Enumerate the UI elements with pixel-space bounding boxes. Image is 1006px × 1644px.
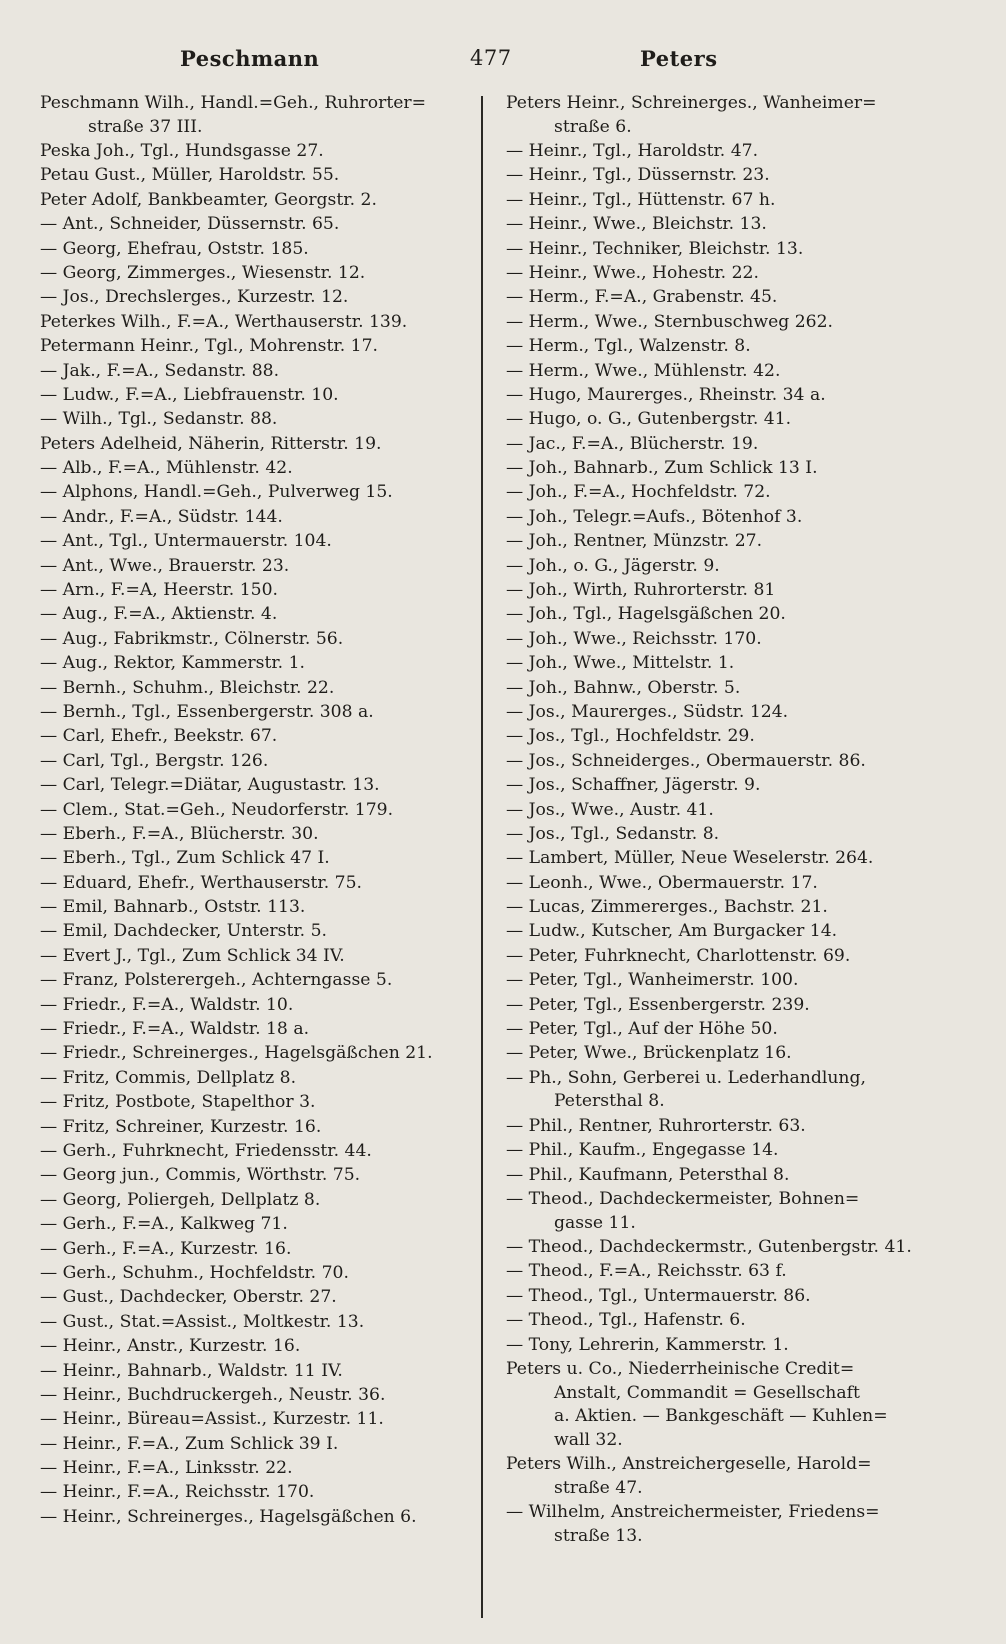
directory-entry: [40, 1457, 472, 1481]
directory-entry: [40, 774, 472, 798]
directory-entry: [40, 945, 472, 969]
directory-entry: [40, 481, 472, 505]
directory-entry: [40, 847, 472, 871]
entry-line: — Georg, Ehefrau, Oststr. 185.: [40, 238, 309, 259]
entry-line: — Heinr., Anstr., Kurzestr. 16.: [40, 1336, 301, 1357]
directory-entry: [506, 433, 946, 457]
entry-continuation-line: straße 37 III.: [88, 116, 203, 137]
entry-line: — Jac., F.=A., Blücherstr. 19.: [506, 433, 759, 454]
directory-entry: [40, 1360, 472, 1384]
directory-entry: [506, 847, 946, 871]
directory-entry: [40, 1335, 472, 1359]
directory-entry: [40, 530, 472, 554]
directory-entry: [40, 994, 472, 1018]
entry-continuation-line: Petersthal 8.: [554, 1091, 665, 1112]
entry-line: — Heinr., Bahnarb., Waldstr. 11 IV.: [40, 1360, 343, 1381]
entry-line: — Tony, Lehrerin, Kammerstr. 1.: [506, 1334, 789, 1355]
directory-entry: [40, 920, 472, 944]
entry-continuation-line: straße 6.: [554, 116, 632, 137]
directory-entry: [506, 360, 946, 384]
directory-entry: [506, 555, 946, 579]
entry-line: — Leonh., Wwe., Obermauerstr. 17.: [506, 872, 818, 893]
entry-line: — Joh., o. G., Jägerstr. 9.: [506, 555, 720, 576]
directory-entry: [40, 238, 472, 262]
entry-line: Peska Joh., Tgl., Hundsgasse 27.: [40, 140, 324, 161]
entry-line: — Theod., Tgl., Untermauerstr. 86.: [506, 1285, 811, 1306]
directory-entry: [40, 823, 472, 847]
entry-line: — Wilh., Tgl., Sedanstr. 88.: [40, 409, 278, 430]
column-divider: [481, 96, 483, 1618]
entry-line: — Evert J., Tgl., Zum Schlick 34 IV.: [40, 945, 345, 966]
entry-line: — Joh., Wwe., Reichsstr. 170.: [506, 628, 762, 649]
entry-line: — Gerh., Fuhrknecht, Friedensstr. 44.: [40, 1141, 372, 1161]
directory-entry: [40, 872, 472, 896]
entry-continuation-line: Anstalt, Commandit = Gesellschaft: [554, 1382, 860, 1403]
entry-line: — Phil., Kaufmann, Petersthal 8.: [506, 1164, 790, 1185]
entry-line: — Eduard, Ehefr., Werthauserstr. 75.: [40, 872, 362, 893]
entry-line: — Lucas, Zimmererges., Bachstr. 21.: [506, 897, 828, 918]
entry-line: — Wilhelm, Anstreichermeister, Friedens=: [506, 1502, 880, 1523]
directory-entry: [506, 1309, 946, 1333]
entry-line: — Gerh., F.=A., Kalkweg 71.: [40, 1214, 288, 1235]
directory-entry: [40, 896, 472, 920]
entry-line: — Jak., F.=A., Sedanstr. 88.: [40, 360, 280, 381]
entry-continuation-line: straße 13.: [554, 1525, 643, 1546]
directory-entry: [40, 164, 472, 188]
entry-continuation-line: gasse 11.: [554, 1212, 636, 1233]
directory-entry: [506, 1139, 946, 1163]
entry-line: — Heinr., Techniker, Bleichstr. 13.: [506, 238, 804, 259]
directory-entry: [506, 92, 946, 139]
directory-entry: [40, 1067, 472, 1091]
directory-entry: [506, 994, 946, 1018]
directory-entry: [506, 677, 946, 701]
directory-entry: [40, 262, 472, 286]
directory-entry: [506, 1358, 946, 1452]
header-left-keyword: Peschmann: [180, 46, 320, 71]
entry-line: Peterkes Wilh., F.=A., Werthauserstr. 139.: [40, 311, 408, 332]
entry-line: — Peter, Tgl., Essenbergerstr. 239.: [506, 994, 810, 1015]
entry-line: — Herm., F.=A., Grabenstr. 45.: [506, 287, 778, 308]
directory-entry: [506, 506, 946, 530]
right-column: [506, 92, 946, 1549]
directory-entry: [506, 408, 946, 432]
directory-entry: [506, 189, 946, 213]
directory-entry: [506, 213, 946, 237]
directory-entry: [506, 774, 946, 798]
entry-line: — Joh., Tgl., Hagelsgäßchen 20.: [506, 604, 786, 625]
directory-entry: [506, 1164, 946, 1188]
directory-entry: [506, 262, 946, 286]
entry-line: — Peter, Tgl., Wanheimerstr. 100.: [506, 970, 799, 991]
directory-entry: [506, 945, 946, 969]
directory-entry: [40, 677, 472, 701]
entry-line: — Bernh., Tgl., Essenbergerstr. 308 a.: [40, 701, 374, 722]
entry-line: — Heinr., Wwe., Bleichstr. 13.: [506, 214, 767, 235]
entry-line: — Fritz, Postbote, Stapelthor 3.: [40, 1092, 316, 1113]
directory-entry: [506, 920, 946, 944]
entry-line: — Peter, Wwe., Brückenplatz 16.: [506, 1043, 792, 1064]
entry-line: — Heinr., Tgl., Haroldstr. 47.: [506, 140, 759, 161]
entry-line: — Alb., F.=A., Mühlenstr. 42.: [40, 458, 293, 479]
directory-entry: [506, 872, 946, 896]
entry-continuation-line: wall 32.: [554, 1429, 623, 1450]
directory-entry: [40, 1091, 472, 1115]
directory-entry: [506, 823, 946, 847]
entry-line: — Friedr., Schreinerges., Hagelsgäßchen 21.: [40, 1043, 433, 1064]
directory-entry: [40, 1189, 472, 1213]
entry-line: — Herm., Wwe., Mühlenstr. 42.: [506, 360, 781, 381]
directory-entry: [40, 433, 472, 457]
entry-line: — Ant., Tgl., Untermauerstr. 104.: [40, 531, 332, 552]
directory-entry: [506, 603, 946, 627]
entry-line: — Hugo, o. G., Gutenbergstr. 41.: [506, 409, 792, 430]
entry-line: — Heinr., F.=A., Reichsstr. 170.: [40, 1482, 315, 1503]
directory-entry: [40, 457, 472, 481]
entry-line: — Jos., Maurerges., Südstr. 124.: [506, 701, 789, 722]
page-header: [0, 46, 1006, 80]
directory-entry: [506, 652, 946, 676]
entry-line: — Friedr., F.=A., Waldstr. 10.: [40, 994, 294, 1015]
entry-line: — Carl, Tgl., Bergstr. 126.: [40, 750, 269, 771]
entry-line: — Theod., Dachdeckermstr., Gutenbergstr. 41.: [506, 1236, 912, 1257]
entry-line: — Heinr., F.=A., Zum Schlick 39 I.: [40, 1433, 339, 1454]
directory-entry: [40, 725, 472, 749]
header-right-keyword: Peters: [640, 46, 718, 71]
entry-line: — Eberh., Tgl., Zum Schlick 47 I.: [40, 848, 330, 869]
directory-entry: [40, 1433, 472, 1457]
directory-entry: [40, 335, 472, 359]
directory-entry: [40, 506, 472, 530]
directory-entry: [506, 457, 946, 481]
entry-line: — Heinr., Büreau=Assist., Kurzestr. 11.: [40, 1409, 384, 1430]
directory-entry: [40, 628, 472, 652]
entry-line: — Theod., F.=A., Reichsstr. 63 f.: [506, 1261, 787, 1282]
directory-entry: [40, 1481, 472, 1505]
directory-entry: [506, 1018, 946, 1042]
entry-line: — Jos., Schneiderges., Obermauerstr. 86.: [506, 750, 866, 771]
entry-line: — Heinr., F.=A., Linksstr. 22.: [40, 1458, 293, 1479]
directory-entry: [506, 311, 946, 335]
entry-line: — Ant., Schneider, Düssernstr. 65.: [40, 214, 340, 235]
directory-entry: [506, 238, 946, 262]
entry-line: — Jos., Wwe., Austr. 41.: [506, 799, 714, 820]
entry-line: — Alphons, Handl.=Geh., Pulverweg 15.: [40, 482, 393, 503]
directory-entry: [506, 530, 946, 554]
entry-line: — Andr., F.=A., Südstr. 144.: [40, 506, 283, 527]
directory-entry: [506, 799, 946, 823]
directory-entry: [506, 969, 946, 993]
entry-line: — Jos., Schaffner, Jägerstr. 9.: [506, 775, 761, 796]
directory-entry: [40, 1408, 472, 1432]
directory-entry: [40, 286, 472, 310]
directory-entry: [40, 1116, 472, 1140]
entry-line: Peters Adelheid, Näherin, Ritterstr. 19.: [40, 433, 382, 454]
directory-entry: [40, 579, 472, 603]
directory-entry: [506, 896, 946, 920]
entry-line: — Heinr., Schreinerges., Hagelsgäßchen 6.: [40, 1506, 417, 1527]
directory-entry: [40, 1213, 472, 1237]
directory-entry: [40, 1384, 472, 1408]
entry-line: — Gust., Stat.=Assist., Moltkestr. 13.: [40, 1311, 365, 1332]
entry-line: — Ludw., Kutscher, Am Burgacker 14.: [506, 921, 838, 942]
entry-line: — Joh., F.=A., Hochfeldstr. 72.: [506, 482, 771, 503]
directory-entry: [40, 140, 472, 164]
directory-entry: [40, 189, 472, 213]
entry-line: — Heinr., Buchdruckergeh., Neustr. 36.: [40, 1384, 386, 1405]
entry-line: — Fritz, Commis, Dellplatz 8.: [40, 1067, 297, 1088]
entry-line: Peters Wilh., Anstreichergeselle, Harold=: [506, 1454, 872, 1475]
directory-entry: [40, 750, 472, 774]
entry-line: — Aug., Rektor, Kammerstr. 1.: [40, 653, 306, 674]
directory-entry: [506, 1115, 946, 1139]
entry-line: — Peter, Fuhrknecht, Charlottenstr. 69.: [506, 945, 851, 966]
directory-entry: [40, 311, 472, 335]
entry-line: — Herm., Wwe., Sternbuschweg 262.: [506, 311, 833, 332]
directory-entry: [40, 1506, 472, 1530]
entry-line: — Franz, Polsterergeh., Achterngasse 5.: [40, 970, 393, 991]
directory-entry: [506, 579, 946, 603]
directory-entry: [506, 1260, 946, 1284]
directory-entry: [40, 603, 472, 627]
directory-entry: [40, 384, 472, 408]
entry-line: — Phil., Kaufm., Engegasse 14.: [506, 1140, 779, 1161]
entry-line: — Heinr., Tgl., Hüttenstr. 67 h.: [506, 189, 776, 210]
directory-entry: [40, 1286, 472, 1310]
entry-line: — Joh., Telegr.=Aufs., Bötenhof 3.: [506, 506, 803, 527]
directory-entry: [506, 725, 946, 749]
directory-entry: [506, 1501, 946, 1548]
entry-line: — Arn., F.=A, Heerstr. 150.: [40, 580, 278, 601]
directory-entry: [40, 701, 472, 725]
directory-entry: [40, 408, 472, 432]
directory-entry: [506, 750, 946, 774]
entry-line: — Jos., Drechslerges., Kurzestr. 12.: [40, 287, 349, 308]
entry-line: — Joh., Wirth, Ruhrorterstr. 81: [506, 580, 776, 601]
entry-line: — Peter, Tgl., Auf der Höhe 50.: [506, 1019, 778, 1040]
entry-line: Peters Heinr., Schreinerges., Wanheimer=: [506, 93, 877, 113]
entry-line: — Gerh., Schuhm., Hochfeldstr. 70.: [40, 1262, 349, 1283]
directory-entry: [506, 1236, 946, 1260]
entry-line: — Carl, Telegr.=Diätar, Augustastr. 13.: [40, 775, 380, 796]
directory-entry: [506, 384, 946, 408]
entry-line: — Georg, Zimmerges., Wiesenstr. 12.: [40, 262, 366, 283]
directory-entry: [506, 1188, 946, 1235]
entry-line: Peschmann Wilh., Handl.=Geh., Ruhrorter=: [40, 93, 427, 113]
entry-line: — Bernh., Schuhm., Bleichstr. 22.: [40, 677, 335, 698]
directory-entry: [506, 1067, 946, 1114]
entry-line: — Joh., Wwe., Mittelstr. 1.: [506, 653, 735, 674]
directory-entry: [40, 1140, 472, 1164]
entry-line: Petermann Heinr., Tgl., Mohrenstr. 17.: [40, 336, 378, 357]
directory-entry: [40, 555, 472, 579]
directory-entry: [506, 1334, 946, 1358]
entry-line: Peters u. Co., Niederrheinische Credit=: [506, 1358, 855, 1379]
entry-line: — Herm., Tgl., Walzenstr. 8.: [506, 336, 751, 357]
entry-line: Petau Gust., Müller, Haroldstr. 55.: [40, 165, 340, 186]
directory-entry: [506, 628, 946, 652]
directory-entry: [506, 335, 946, 359]
entry-line: — Carl, Ehefr., Beekstr. 67.: [40, 726, 278, 747]
directory-entry: [506, 701, 946, 725]
directory-entry: [40, 969, 472, 993]
entry-line: — Georg jun., Commis, Wörthstr. 75.: [40, 1165, 361, 1186]
entry-line: — Gust., Dachdecker, Oberstr. 27.: [40, 1287, 337, 1308]
entry-line: Peter Adolf, Bankbeamter, Georgstr. 2.: [40, 189, 377, 210]
entry-line: — Joh., Bahnarb., Zum Schlick 13 I.: [506, 458, 818, 479]
directory-entry: [506, 286, 946, 310]
entry-line: — Eberh., F.=A., Blücherstr. 30.: [40, 823, 319, 844]
entry-line: — Jos., Tgl., Hochfeldstr. 29.: [506, 726, 755, 747]
directory-entry: [506, 481, 946, 505]
directory-entry: [40, 213, 472, 237]
directory-entry: [40, 1238, 472, 1262]
entry-line: — Heinr., Wwe., Hohestr. 22.: [506, 262, 759, 283]
directory-entry: [40, 92, 472, 139]
entry-line: — Hugo, Maurerges., Rheinstr. 34 a.: [506, 384, 826, 405]
entry-line: — Emil, Bahnarb., Oststr. 113.: [40, 897, 306, 918]
entry-continuation-line: straße 47.: [554, 1477, 643, 1498]
entry-line: — Lambert, Müller, Neue Weselerstr. 264.: [506, 848, 874, 869]
entry-continuation-line: a. Aktien. — Bankgeschäft — Kuhlen=: [554, 1406, 888, 1427]
directory-entry: [506, 140, 946, 164]
directory-entry: [40, 1042, 472, 1066]
directory-entry: [40, 1262, 472, 1286]
directory-entry: [506, 1285, 946, 1309]
entry-line: — Aug., Fabrikmstr., Cölnerstr. 56.: [40, 628, 344, 649]
entry-line: — Joh., Bahnw., Oberstr. 5.: [506, 677, 741, 698]
entry-line: — Clem., Stat.=Geh., Neudorferstr. 179.: [40, 799, 394, 820]
entry-line: — Ludw., F.=A., Liebfrauenstr. 10.: [40, 384, 339, 405]
entry-line: — Emil, Dachdecker, Unterstr. 5.: [40, 921, 328, 942]
entry-line: — Fritz, Schreiner, Kurzestr. 16.: [40, 1116, 322, 1137]
entry-line: — Gerh., F.=A., Kurzestr. 16.: [40, 1238, 292, 1259]
directory-entry: [40, 1018, 472, 1042]
entry-line: — Friedr., F.=A., Waldstr. 18 a.: [40, 1019, 310, 1040]
entry-line: — Ph., Sohn, Gerberei u. Lederhandlung,: [506, 1067, 866, 1088]
directory-entry: [40, 1164, 472, 1188]
entry-line: — Heinr., Tgl., Düssernstr. 23.: [506, 165, 770, 186]
entry-line: — Jos., Tgl., Sedanstr. 8.: [506, 823, 720, 844]
directory-entry: [40, 360, 472, 384]
directory-entry: [40, 1311, 472, 1335]
entry-line: — Joh., Rentner, Münzstr. 27.: [506, 531, 763, 552]
entry-line: — Georg, Poliergeh, Dellplatz 8.: [40, 1189, 321, 1210]
directory-entry: [506, 164, 946, 188]
directory-entry: [506, 1453, 946, 1500]
directory-entry: [506, 1042, 946, 1066]
entry-line: — Theod., Tgl., Hafenstr. 6.: [506, 1310, 746, 1331]
entry-line: — Ant., Wwe., Brauerstr. 23.: [40, 555, 290, 576]
left-column: [40, 92, 472, 1530]
entry-line: — Theod., Dachdeckermeister, Bohnen=: [506, 1188, 860, 1209]
entry-line: — Phil., Rentner, Ruhrorterstr. 63.: [506, 1115, 806, 1136]
page-number: 477: [470, 46, 512, 70]
directory-entry: [40, 799, 472, 823]
directory-entry: [40, 652, 472, 676]
entry-line: — Aug., F.=A., Aktienstr. 4.: [40, 604, 278, 625]
